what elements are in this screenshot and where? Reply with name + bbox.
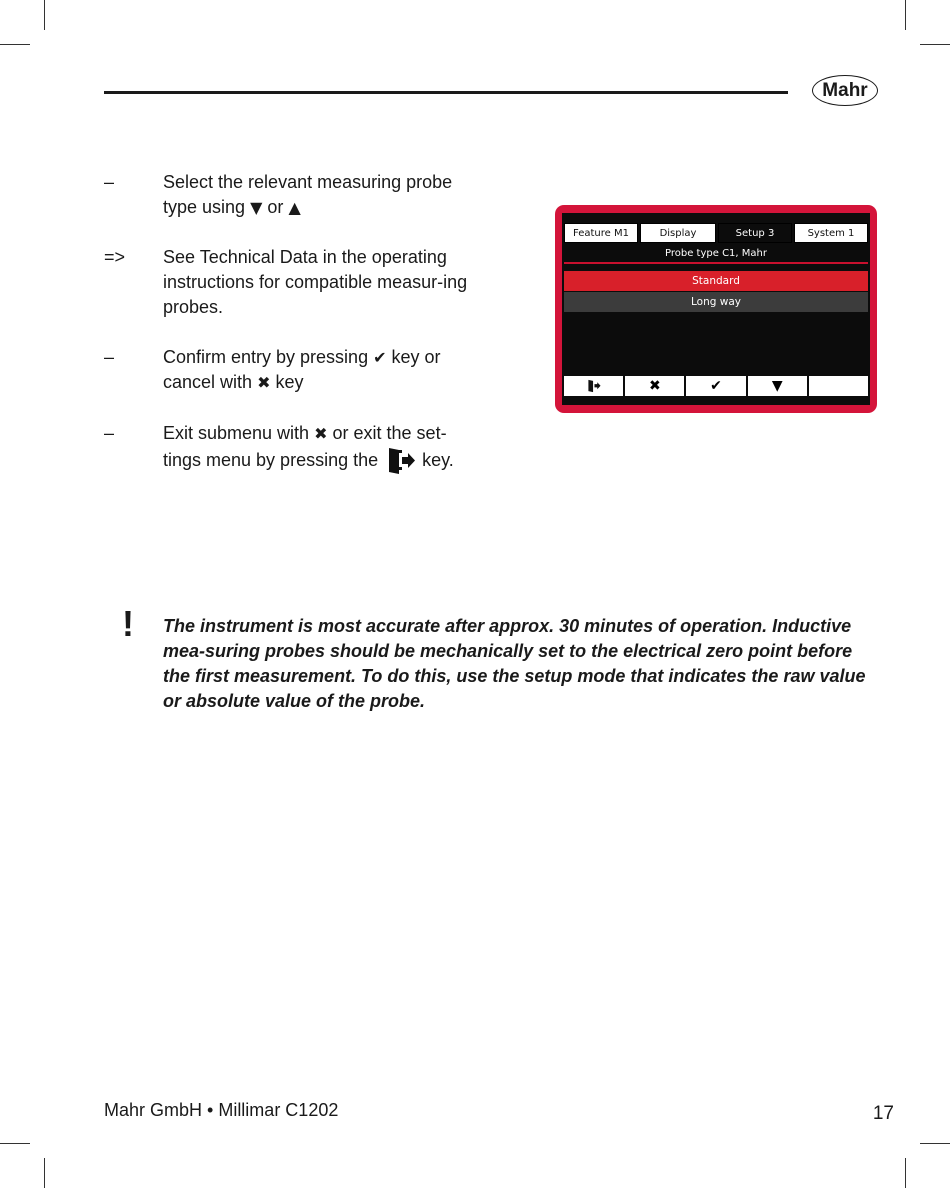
triangle-down-icon: ▼	[771, 378, 783, 394]
exit-door-icon	[386, 446, 416, 476]
page-number: 17	[872, 1103, 894, 1124]
submenu-title: Probe type C1, Mahr	[665, 248, 767, 259]
triangle-up-icon: ▲	[288, 198, 301, 217]
crop-mark	[44, 1158, 45, 1188]
instruction-step	[104, 345, 484, 395]
tab-feature[interactable]: Feature M1	[564, 223, 638, 243]
blank-softkey[interactable]	[809, 376, 868, 396]
cross-icon: ✖	[314, 424, 328, 443]
check-icon: ✔	[710, 378, 722, 394]
tab-display[interactable]: Display	[640, 223, 716, 243]
option-long-way[interactable]: Long way	[564, 292, 868, 312]
exit-softkey[interactable]	[564, 376, 625, 396]
submenu-divider	[564, 262, 868, 264]
mahr-logo: Mahr	[812, 75, 878, 106]
option-standard[interactable]: Standard	[564, 271, 868, 291]
step-text: Select the relevant measuring probe type using ▼ or ▲	[163, 172, 453, 217]
crop-mark	[44, 0, 45, 30]
crop-mark	[905, 1158, 906, 1188]
exit-door-icon	[587, 379, 601, 393]
triangle-down-icon: ▼	[250, 198, 263, 217]
note-text: The instrument is most accurate after approx. 30 minutes of operation. Inductive mea-suring probes should be mechanically set to the electrical zero point before the first measurement. To do this, use the setup mode that indicates the raw value or absolute value of the probe.	[163, 616, 866, 711]
step-marker: =>	[104, 247, 126, 267]
softkey-bar	[564, 376, 868, 396]
step-marker: –	[104, 347, 115, 367]
step-text: Confirm entry by pressing ✔ key or cancel with ✖ key	[163, 347, 441, 392]
footer-text: Mahr GmbH • Millimar C1202	[104, 1100, 339, 1120]
instruction-step	[104, 170, 484, 220]
step-marker: –	[104, 172, 115, 192]
crop-mark	[920, 44, 950, 45]
check-icon: ✔	[373, 348, 387, 367]
down-softkey[interactable]	[748, 376, 809, 396]
tab-setup[interactable]: Setup 3	[718, 223, 792, 243]
crop-mark	[905, 0, 906, 30]
instruction-step	[104, 245, 484, 320]
cancel-softkey[interactable]	[625, 376, 686, 396]
step-text: See Technical Data in the operating instructions for compatible measur-ing probes.	[163, 247, 468, 317]
header-rule	[104, 91, 788, 94]
confirm-softkey[interactable]	[686, 376, 747, 396]
cross-icon: ✖	[648, 378, 661, 394]
device-screen	[562, 213, 870, 405]
crop-mark	[0, 1143, 30, 1144]
instruction-step	[104, 421, 484, 481]
step-marker: –	[104, 423, 115, 443]
crop-mark	[0, 44, 30, 45]
tab-system[interactable]: System 1	[794, 223, 868, 243]
device-display	[555, 205, 877, 413]
crop-mark	[920, 1143, 950, 1144]
warning-icon: !	[122, 603, 134, 644]
step-text: Exit submenu with ✖ or exit the set-tings menu by pressing the key.	[163, 421, 483, 476]
cross-icon: ✖	[257, 373, 271, 392]
